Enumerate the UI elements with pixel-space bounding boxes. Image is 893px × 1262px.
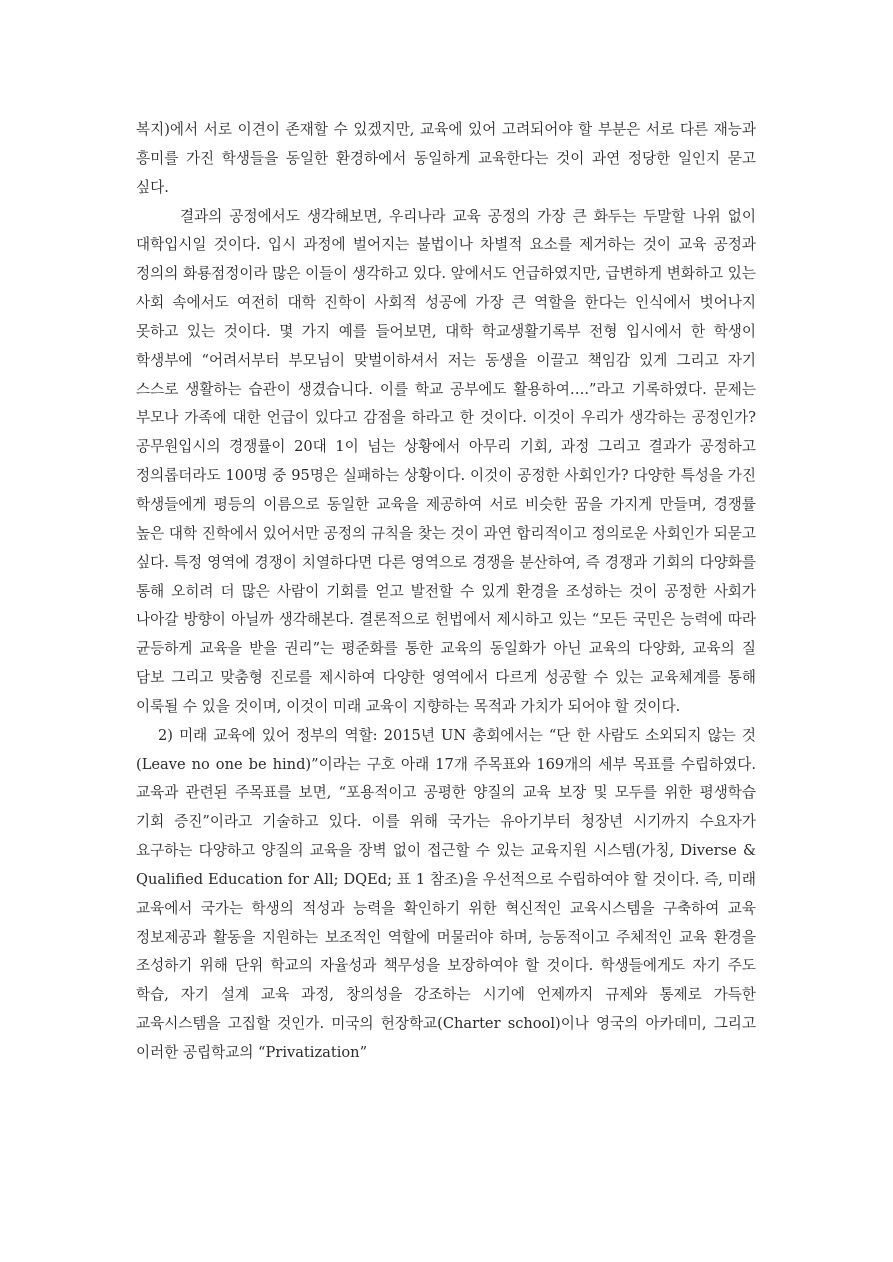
document-body (136, 116, 756, 1068)
paragraph-continuation: 복지)에서 서로 이견이 존재할 수 있겠지만, 교육에 있어 고려되어야 할 부분은 서로 다른 재능과 흥미를 가진 학생들을 동일한 환경하에서 동일하게 교육한다는 것이 과연 정당한 일인지 묻고 싶다. (136, 121, 756, 196)
paragraph-government-role: 2) 미래 교육에 있어 정부의 역할: 2015년 UN 총회에서는 “단 한 사람도 소외되지 않는 것(Leave no one be hind)”이라는 구호 아래 17개 주목표와 169개의 세부 목표를 수립하였다. 교육과 관련된 주목표를 보면, “포용적이고 공평한 양질의 교육 보장 및 모두를 위한 평생학습 기회 증진”이라고 기술하고 있다. 이를 위해 국가는 유아기부터 청장년 시기까지 수요자가 요구하는 다양하고 양질의 교육을 장벽 없이 접근할 수 있는 교육지원 시스템(가칭, Diverse & Qualified Education for All; DQEd; 표 1 참조)을 우선적으로 수립하여야 할 것이다. 즉, 미래 교육에서 국가는 학생의 적성과 능력을 확인하기 위한 혁신적인 교육시스템을 구축하여 교육 정보제공과 활동을 지원하는 보조적인 역할에 머물러야 하며, 능동적이고 주체적인 교육 환경을 조성하기 위해 단위 학교의 자율성과 책무성을 보장하여야 할 것이다. 학생들에게도 자기 주도 학습, 자기 설계 교육 과정, 창의성을 강조하는 시기에 언제까지 규제와 통제로 가득한 교육시스템을 고집할 것인가. 미국의 헌장학교(Charter school)이나 영국의 아카데미, 그리고 이러한 공립학교의 “Privatization” (136, 726, 756, 1061)
paragraph-fairness-of-results: 결과의 공정에서도 생각해보면, 우리나라 교육 공정의 가장 큰 화두는 두말할 나위 없이 대학입시일 것이다. 입시 과정에 벌어지는 불법이나 차별적 요소를 제거하는 것이 교육 공정과 정의의 화룡점정이라 많은 이들이 생각하고 있다. 앞에서도 언급하였지만, 급변하게 변화하고 있는 사회 속에서도 여전히 대학 진학이 사회적 성공에 가장 큰 역할을 한다는 인식에서 벗어나지 못하고 있는 것이다. 몇 가지 예를 들어보면, 대학 학교생활기록부 전형 입시에서 한 학생이 학생부에 “어려서부터 부모님이 맞벌이하셔서 저는 동생을 이끌고 책임감 있게 그리고 자기 스스로 생활하는 습관이 생겼습니다. 이를 학교 공부에도 활용하여….”라고 기록하였다. 문제는 부모나 가족에 대한 언급이 있다고 감점을 하라고 한 것이다. 이것이 우리가 생각하는 공정인가? 공무원입시의 경쟁률이 20대 1이 넘는 상황에서 아무리 기회, 과정 그리고 결과가 공정하고 정의롭더라도 100명 중 95명은 실패하는 상황이다. 이것이 공정한 사회인가? 다양한 특성을 가진 학생들에게 평등의 이름으로 동일한 교육을 제공하여 서로 비슷한 꿈을 가지게 만들며, 경쟁률 높은 대학 진학에서 있어서만 공정의 규칙을 찾는 것이 과연 합리적이고 정의로운 사회인가 되묻고 싶다. 특정 영역에 경쟁이 치열하다면 다른 영역으로 경쟁을 분산하여, 즉 경쟁과 기회의 다양화를 통해 오히려 더 많은 사람이 기회를 얻고 발전할 수 있게 환경을 조성하는 것이 공정한 사회가 나아갈 방향이 아닐까 생각해본다. 결론적으로 헌법에서 제시하고 있는 “모든 국민은 능력에 따라 균등하게 교육을 받을 권리”는 평준화를 통한 교육의 동일화가 아닌 교육의 다양화, 교육의 질 담보 그리고 맞춤형 진로를 제시하여 다양한 영역에서 다르게 성공할 수 있는 교육체계를 통해 이룩될 수 있을 것이며, 이것이 미래 교육이 지향하는 목적과 가치가 되어야 할 것이다. (136, 207, 756, 715)
